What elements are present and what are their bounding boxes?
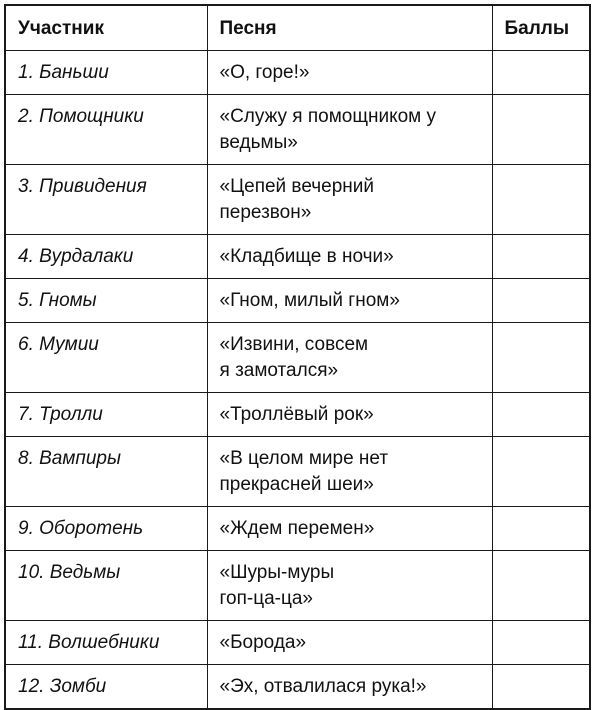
- song-cell: [207, 621, 492, 665]
- table-row: [5, 393, 590, 437]
- participant-cell: 11. Волшебники: [5, 621, 207, 665]
- table-row: [5, 323, 590, 393]
- header-row: [5, 5, 590, 51]
- participant-cell: 12. Зомби: [5, 665, 207, 709]
- song-line: прекрасней шеи»: [219, 474, 374, 495]
- score-cell: [492, 437, 590, 507]
- participant-cell: 10. Ведьмы: [5, 551, 207, 621]
- song-cell: [207, 393, 492, 437]
- score-cell: [492, 621, 590, 665]
- table-row: [5, 551, 590, 621]
- header-score: Баллы: [492, 5, 590, 51]
- participant-cell: 6. Мумии: [5, 323, 207, 393]
- song-line: «Цепей вечерний: [219, 176, 375, 197]
- participant-cell: 9. Оборотень: [5, 507, 207, 551]
- song-line: «Ждем перемен»: [219, 518, 375, 539]
- song-line: я замотался»: [219, 360, 339, 381]
- score-cell: [492, 665, 590, 709]
- song-cell: [207, 279, 492, 323]
- participant-cell: 5. Гномы: [5, 279, 207, 323]
- song-line: «В целом мире нет: [219, 448, 389, 469]
- song-line: «Троллёвый рок»: [219, 404, 374, 425]
- participant-cell: 2. Помощники: [5, 95, 207, 165]
- score-cell: [492, 51, 590, 95]
- score-cell: [492, 279, 590, 323]
- score-cell: [492, 551, 590, 621]
- song-cell: [207, 95, 492, 165]
- song-line: «Борода»: [219, 632, 307, 653]
- score-cell: [492, 507, 590, 551]
- song-cell: [207, 551, 492, 621]
- table-row: [5, 507, 590, 551]
- song-line: перезвон»: [219, 202, 312, 223]
- song-cell: [207, 507, 492, 551]
- song-line: «Кладбище в ночи»: [219, 246, 394, 267]
- table-row: [5, 95, 590, 165]
- table-row: [5, 51, 590, 95]
- table-row: [5, 621, 590, 665]
- score-sheet: [4, 4, 589, 697]
- score-cell: [492, 235, 590, 279]
- participant-cell: 4. Вурдалаки: [5, 235, 207, 279]
- header-song: Песня: [207, 5, 492, 51]
- score-cell: [492, 393, 590, 437]
- participant-cell: 8. Вампиры: [5, 437, 207, 507]
- participant-cell: 3. Привидения: [5, 165, 207, 235]
- song-line: ведьмы»: [219, 132, 298, 153]
- table-row: [5, 437, 590, 507]
- table-row: [5, 279, 590, 323]
- participant-cell: 1. Баньши: [5, 51, 207, 95]
- table-row: [5, 165, 590, 235]
- song-line: «Гном, милый гном»: [219, 290, 400, 311]
- header-participant: Участник: [5, 5, 207, 51]
- score-cell: [492, 95, 590, 165]
- score-cell: [492, 323, 590, 393]
- table-row: [5, 235, 590, 279]
- participant-cell: 7. Тролли: [5, 393, 207, 437]
- song-line: «Шуры-муры: [219, 562, 335, 583]
- song-line: «О, горе!»: [219, 62, 310, 83]
- song-line: гоп-ца-ца»: [219, 588, 313, 609]
- song-cell: [207, 51, 492, 95]
- song-cell: [207, 437, 492, 507]
- table-row: [5, 665, 590, 709]
- song-cell: [207, 235, 492, 279]
- score-cell: [492, 165, 590, 235]
- song-line: «Служу я помощником у: [219, 106, 437, 127]
- contest-table: [4, 4, 591, 710]
- song-line: «Извини, совсем: [219, 334, 369, 355]
- song-cell: [207, 665, 492, 709]
- song-cell: [207, 165, 492, 235]
- table-body: [5, 51, 590, 709]
- song-cell: [207, 323, 492, 393]
- song-line: «Эх, отвалилася рука!»: [219, 676, 427, 697]
